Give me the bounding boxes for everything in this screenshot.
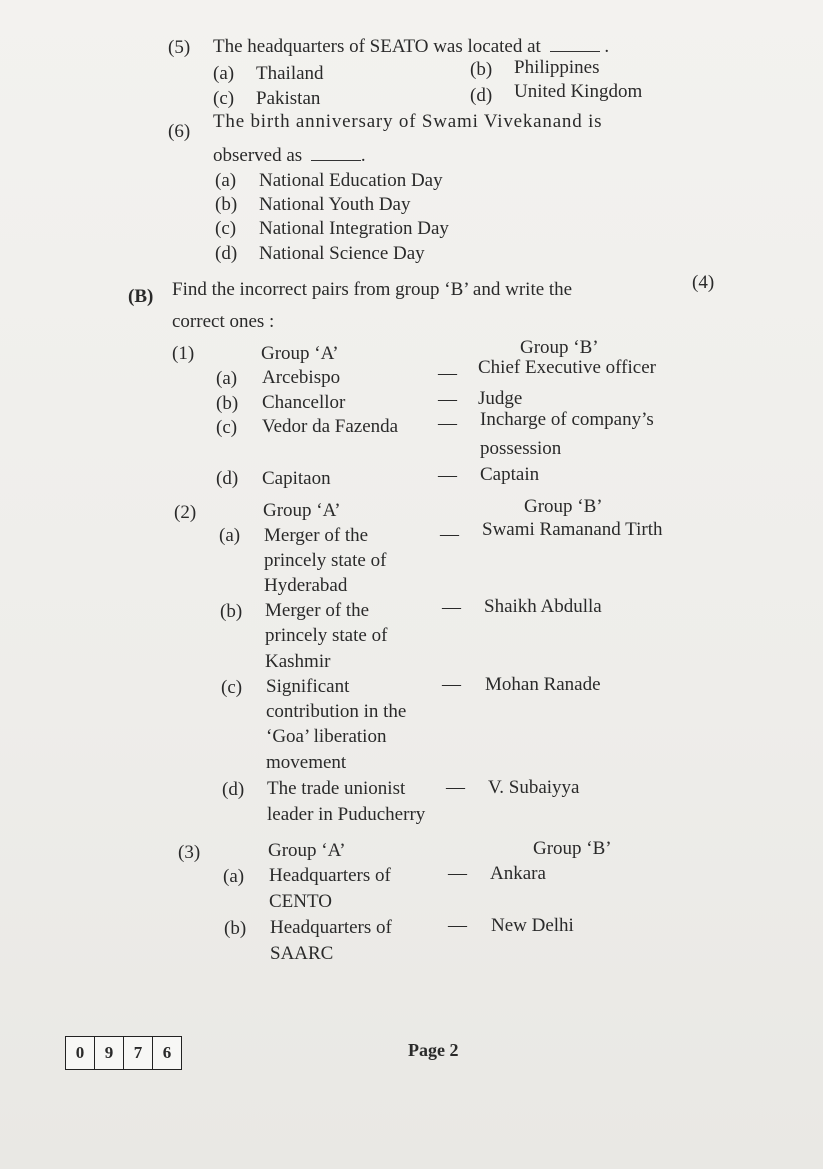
q5-option-d-label: (d) bbox=[470, 85, 493, 106]
q5-option-b: Philippines bbox=[514, 57, 600, 78]
set1-row-b-dash: — bbox=[438, 389, 457, 410]
q6-option-d: National Science Day bbox=[259, 243, 425, 264]
set2-row-c-group-a-line3: ‘Goa’ liberation bbox=[266, 726, 387, 747]
set2-row-d-group-a-line1: The trade unionist bbox=[267, 778, 406, 799]
set1-row-c-group-b-line2: possession bbox=[480, 438, 562, 459]
paper-code-digit: 0 bbox=[66, 1037, 95, 1069]
q6-option-d-label: (d) bbox=[215, 243, 238, 264]
set3-row-a-dash: — bbox=[448, 863, 467, 884]
q6-option-a: National Education Day bbox=[259, 170, 443, 191]
set1-row-b-label: (b) bbox=[216, 393, 239, 414]
set1-row-d-group-a: Capitaon bbox=[262, 468, 331, 489]
set1-row-a-dash: — bbox=[438, 363, 457, 384]
set2-row-c-group-a-line2: contribution in the bbox=[266, 701, 407, 722]
paper-code-digit: 7 bbox=[124, 1037, 153, 1069]
set1-row-c-label: (c) bbox=[216, 417, 238, 438]
q6-number: (6) bbox=[168, 121, 191, 142]
set2-row-a-group-a-line1: Merger of the bbox=[264, 525, 369, 546]
q6-option-c: National Integration Day bbox=[259, 218, 449, 239]
set2-number: (2) bbox=[174, 502, 197, 523]
set1-row-a-group-a: Arcebispo bbox=[262, 367, 341, 388]
set3-group-a-heading: Group ‘A’ bbox=[268, 840, 346, 861]
set2-row-d-label: (d) bbox=[222, 779, 245, 800]
q5-option-b-label: (b) bbox=[470, 59, 493, 80]
set3-row-a-group-a-line1: Headquarters of bbox=[269, 865, 391, 886]
set2-row-d-dash: — bbox=[446, 777, 465, 798]
set3-row-b-group-b: New Delhi bbox=[491, 915, 574, 936]
set2-group-b-heading: Group ‘B’ bbox=[524, 496, 603, 517]
set3-number: (3) bbox=[178, 842, 201, 863]
set2-row-a-group-a-line3: Hyderabad bbox=[264, 575, 348, 596]
q5-option-c-label: (c) bbox=[213, 88, 235, 109]
set1-row-d-dash: — bbox=[438, 465, 457, 486]
set2-row-b-group-a-line1: Merger of the bbox=[265, 600, 370, 621]
set2-row-c-dash: — bbox=[442, 674, 461, 695]
q6-text-line2: observed as . bbox=[213, 145, 366, 166]
set3-row-b-dash: — bbox=[448, 915, 467, 936]
set2-row-b-dash: — bbox=[442, 597, 461, 618]
set1-row-a-label: (a) bbox=[216, 368, 238, 389]
set1-row-b-group-b: Judge bbox=[478, 388, 523, 409]
set2-row-a-label: (a) bbox=[219, 525, 241, 546]
set2-row-b-group-b: Shaikh Abdulla bbox=[484, 596, 602, 617]
section-b-marks: (4) bbox=[692, 272, 715, 293]
q6-option-b-label: (b) bbox=[215, 194, 238, 215]
paper-code-digit: 9 bbox=[95, 1037, 124, 1069]
set2-row-d-group-b: V. Subaiyya bbox=[488, 777, 580, 798]
set1-row-c-group-a: Vedor da Fazenda bbox=[262, 416, 399, 437]
set2-group-a-heading: Group ‘A’ bbox=[263, 500, 341, 521]
set3-row-b-label: (b) bbox=[224, 918, 247, 939]
set2-row-c-label: (c) bbox=[221, 677, 243, 698]
set1-row-c-group-b-line1: Incharge of company’s bbox=[480, 409, 654, 430]
q5-number: (5) bbox=[168, 37, 191, 58]
set1-row-b-group-a: Chancellor bbox=[262, 392, 346, 413]
set2-row-a-group-b: Swami Ramanand Tirth bbox=[482, 519, 663, 540]
set1-number: (1) bbox=[172, 343, 195, 364]
q6-text-line1: The birth anniversary of Swami Vivekanand is bbox=[213, 111, 603, 132]
section-b-instruction-line1: Find the incorrect pairs from group ‘B’ and write the bbox=[172, 279, 573, 300]
set2-row-a-group-a-line2: princely state of bbox=[264, 550, 387, 571]
set2-row-c-group-b: Mohan Ranade bbox=[485, 674, 601, 695]
q5-option-a: Thailand bbox=[256, 63, 324, 84]
q5-text: The headquarters of SEATO was located at . bbox=[213, 36, 610, 57]
set3-row-a-label: (a) bbox=[223, 866, 245, 887]
set1-row-d-group-b: Captain bbox=[480, 464, 540, 485]
set1-row-a-group-b: Chief Executive officer bbox=[478, 357, 656, 378]
set2-row-c-group-a-line1: Significant bbox=[266, 676, 350, 697]
set2-row-c-group-a-line4: movement bbox=[266, 752, 347, 773]
q5-option-c: Pakistan bbox=[256, 88, 321, 109]
set2-row-a-dash: — bbox=[440, 524, 459, 545]
set3-row-a-group-a-line2: CENTO bbox=[269, 891, 332, 912]
paper-code-digit: 6 bbox=[162, 1043, 172, 1062]
section-b-instruction-line2: correct ones : bbox=[172, 311, 275, 332]
paper-code-box bbox=[65, 1036, 182, 1070]
set3-row-a-group-b: Ankara bbox=[490, 863, 546, 884]
set1-group-b-heading: Group ‘B’ bbox=[520, 337, 599, 358]
set2-row-b-label: (b) bbox=[220, 601, 243, 622]
page-number: Page 2 bbox=[408, 1040, 459, 1060]
set2-row-d-group-a-line2: leader in Puducherry bbox=[267, 804, 426, 825]
section-b-label: (B) bbox=[128, 286, 154, 307]
set2-row-b-group-a-line3: Kashmir bbox=[265, 651, 331, 672]
set3-group-b-heading: Group ‘B’ bbox=[533, 838, 612, 859]
q6-option-b: National Youth Day bbox=[259, 194, 411, 215]
set1-group-a-heading: Group ‘A’ bbox=[261, 343, 339, 364]
q6-option-c-label: (c) bbox=[215, 218, 237, 239]
set1-row-c-dash: — bbox=[438, 413, 457, 434]
set1-row-d-label: (d) bbox=[216, 468, 239, 489]
q5-option-d: United Kingdom bbox=[514, 81, 643, 102]
q6-option-a-label: (a) bbox=[215, 170, 237, 191]
set2-row-b-group-a-line2: princely state of bbox=[265, 625, 388, 646]
q5-option-a-label: (a) bbox=[213, 63, 235, 84]
set3-row-b-group-a-line1: Headquarters of bbox=[270, 917, 392, 938]
set3-row-b-group-a-line2: SAARC bbox=[270, 943, 334, 964]
